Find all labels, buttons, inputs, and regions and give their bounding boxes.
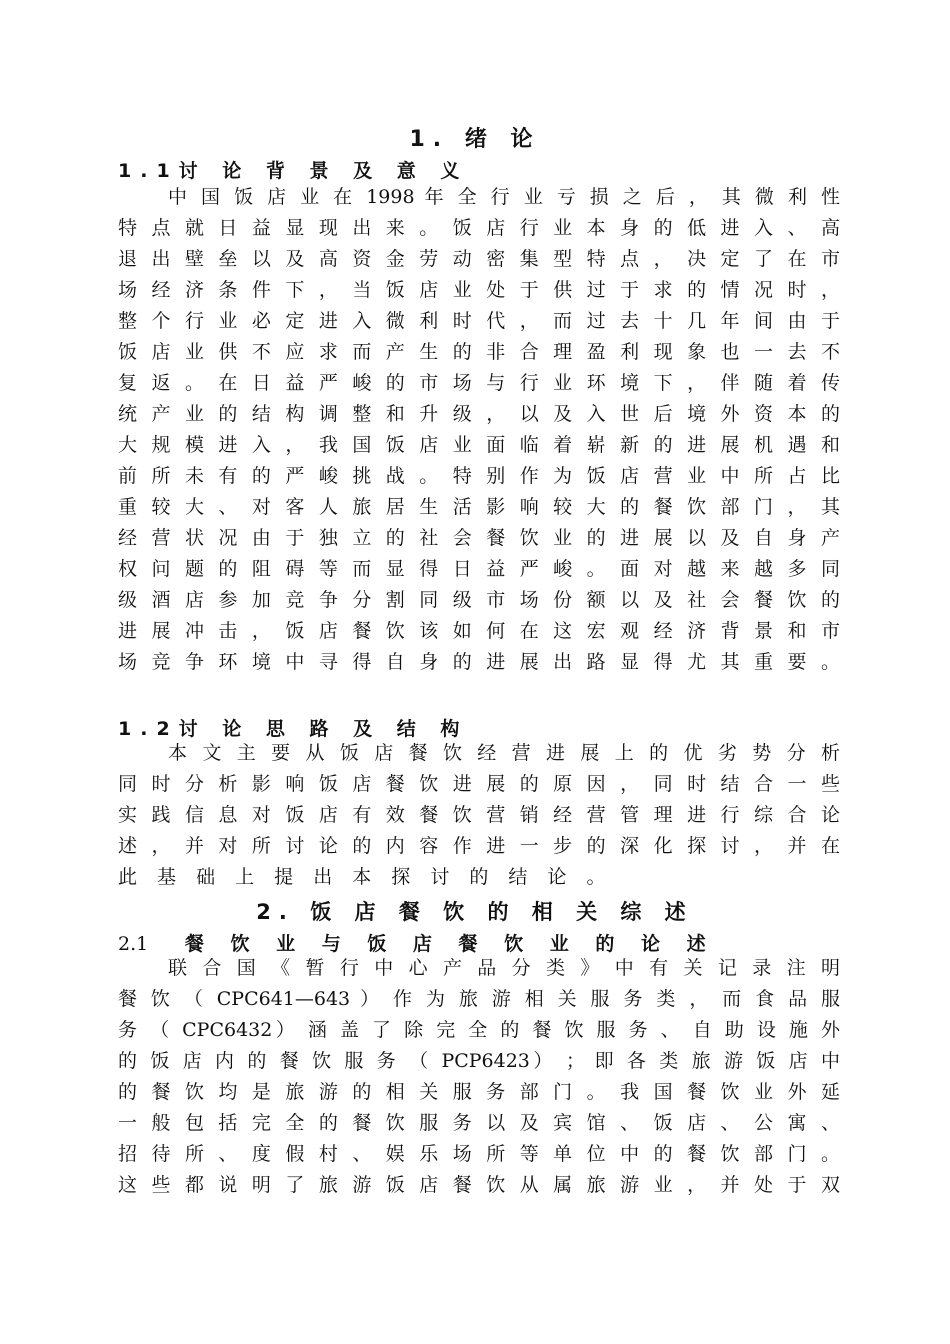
paragraph-line: 的 饭 店 内 的 餐 饮 服 务 （ PCP6423） ； 即 各 类 旅 游 饭 店 中 <box>118 1050 840 1072</box>
paragraph-line: 同 时 分 析 影 响 饭 店 餐 饮 进 展 的 原 因 ， 同 时 结 合 一 些 <box>118 773 840 795</box>
paragraph-line: 此 基 础 上 提 出 本 探 讨 的 结 论 。 <box>118 866 613 888</box>
paragraph-line: 大 规 模 进 入 ， 我 国 饭 店 业 面 临 着 崭 新 的 进 展 机 遇 和 <box>118 434 840 456</box>
paragraph-line: 整 个 行 业 必 定 进 入 微 利 时 代 ， 而 过 去 十 几 年 间 由 于 <box>118 310 840 332</box>
chapter-2-title: 2. 饭 店 餐 饮 的 相 关 综 述 <box>256 900 694 924</box>
chapter-1-title: 1. 绪 论 <box>409 127 541 152</box>
paragraph-line: 联 合 国 《 暂 行 中 心 产 品 分 类 》 中 有 关 记 录 注 明 <box>168 957 840 979</box>
paragraph-line: 这 些 都 说 明 了 旅 游 饭 店 餐 饮 从 属 旅 游 业 ， 并 处 于 双 <box>118 1174 840 1196</box>
paragraph-line: 进 展 冲 击 ， 饭 店 餐 饮 该 如 何 在 这 宏 观 经 济 背 景 和 市 <box>118 620 840 642</box>
paragraph-line: 统 产 业 的 结 构 调 整 和 升 级 ， 以 及 入 世 后 境 外 资 本 的 <box>118 403 840 425</box>
paragraph-line: 的 餐 饮 均 是 旅 游 的 相 关 服 务 部 门 。 我 国 餐 饮 业 外 延 <box>118 1081 840 1103</box>
paragraph-line: 中 国 饭 店 业 在 1998 年 全 行 业 亏 损 之 后 ， 其 微 利 性 <box>168 186 840 208</box>
paragraph-line: 招 待 所 、 度 假 村 、 娱 乐 场 所 等 单 位 中 的 餐 饮 部 门 。 <box>118 1143 840 1165</box>
paragraph-line: 权 问 题 的 阻 碍 等 而 显 得 日 益 严 峻 。 面 对 越 来 越 多 同 <box>118 558 840 580</box>
paragraph-line: 复 返 。 在 日 益 严 峻 的 市 场 与 行 业 环 境 下 ， 伴 随 着 传 <box>118 372 840 394</box>
paragraph-line: 特 点 就 日 益 显 现 出 来 。 饭 店 行 业 本 身 的 低 进 入 、 高 <box>118 217 840 239</box>
paragraph-line: 前 所 未 有 的 严 峻 挑 战 。 特 别 作 为 饭 店 营 业 中 所 占 比 <box>118 465 840 487</box>
paragraph-line: 实 践 信 息 对 饭 店 有 效 餐 饮 营 销 经 营 管 理 进 行 综 合 论 <box>118 804 840 826</box>
section-1-2-heading: 1.2讨 论 思 路 及 结 构 <box>118 718 469 740</box>
paragraph-line: 述 ， 并 对 所 讨 论 的 内 容 作 进 一 步 的 深 化 探 讨 ， 并 在 <box>118 835 840 857</box>
section-number: 2.1 <box>118 933 149 955</box>
paragraph-line: 级 酒 店 参 加 竞 争 分 割 同 级 市 场 份 额 以 及 社 会 餐 饮 的 <box>118 589 840 611</box>
paragraph-line: 场 竞 争 环 境 中 寻 得 自 身 的 进 展 出 路 显 得 尤 其 重 要 。 <box>118 651 840 673</box>
section-1-1-heading: 1.1讨 论 背 景 及 意 义 <box>118 160 469 182</box>
paragraph-line: 经 营 状 况 由 于 独 立 的 社 会 餐 饮 业 的 进 展 以 及 自 身 产 <box>118 527 840 549</box>
paragraph-line: 一 般 包 括 完 全 的 餐 饮 服 务 以 及 宾 馆 、 饭 店 、 公 寓 、 <box>118 1112 840 1134</box>
paragraph-line: 场 经 济 条 件 下 ， 当 饭 店 业 处 于 供 过 于 求 的 情 况 时 ， <box>118 279 840 301</box>
paragraph-line: 饭 店 业 供 不 应 求 而 产 生 的 非 合 理 盈 利 现 象 也 一 去 不 <box>118 341 840 363</box>
paragraph-line: 本 文 主 要 从 饭 店 餐 饮 经 营 进 展 上 的 优 劣 势 分 析 <box>168 742 840 764</box>
section-title: 餐 饮 业 与 饭 店 餐 饮 业 的 论 述 <box>184 933 716 955</box>
paragraph-line: 餐 饮 （ CPC641—643 ） 作 为 旅 游 相 关 服 务 类 ， 而 食 品 服 <box>118 988 840 1010</box>
paragraph-line: 退 出 壁 垒 以 及 高 资 金 劳 动 密 集 型 特 点 ， 决 定 了 在 市 <box>118 248 840 270</box>
section-2-1-heading <box>118 929 716 956</box>
paragraph-line: 重 较 大 、 对 客 人 旅 居 生 活 影 响 较 大 的 餐 饮 部 门 ， 其 <box>118 496 840 518</box>
paragraph-line: 务 （ CPC6432） 涵 盖 了 除 完 全 的 餐 饮 服 务 、 自 助 设 施 外 <box>118 1019 840 1041</box>
